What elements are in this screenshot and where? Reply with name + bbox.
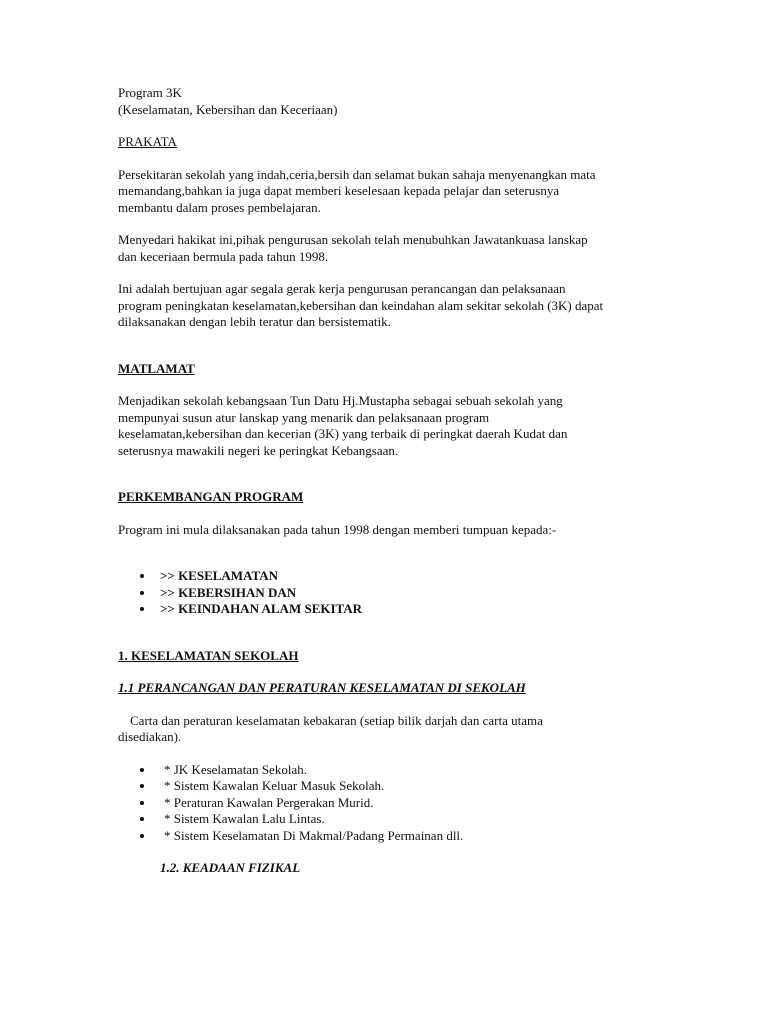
text-line: Carta dan peraturan keselamatan kebakaran (setiap bilik darjah dan carta utama — [130, 712, 543, 728]
text-line: Menjadikan sekolah kebangsaan Tun Datu Hj.Mustapha sebagai sebuah sekolah yang — [118, 393, 563, 408]
bullet-icon — [140, 784, 144, 788]
text-line: membantu dalam proses pembelajaran. — [118, 199, 321, 215]
text-line: dan keceriaan bermula pada tahun 1998. — [118, 248, 329, 264]
list-item-text: * Peraturan Kawalan Pergerakan Murid. — [164, 794, 374, 810]
bullet-icon — [140, 607, 144, 611]
document-page — [118, 85, 648, 877]
bullet-icon — [140, 817, 144, 821]
list-item — [118, 828, 648, 845]
focus-list — [118, 568, 648, 618]
carta-paragraph — [118, 713, 648, 746]
list-item-text: * JK Keselamatan Sekolah. — [164, 761, 307, 777]
text-line: Ini adalah bertujuan agar segala gerak kerja pengurusan perancangan dan pelaksanaan — [118, 281, 566, 296]
text-line: disediakan). — [118, 729, 182, 744]
text-line: mempunyai susun atur lanskap yang menarik dan pelaksanaan program — [118, 409, 490, 425]
perkembangan-heading: PERKEMBANGAN PROGRAM — [118, 489, 304, 504]
section-1-2-heading: 1.2. KEADAAN FIZIKAL — [160, 860, 301, 875]
list-item — [118, 601, 648, 618]
perkembangan-text: Program ini mula dilaksanakan pada tahun 1998 dengan memberi tumpuan kepada:- — [118, 521, 557, 537]
matlamat-heading: MATLAMAT — [118, 360, 195, 376]
list-item — [118, 778, 648, 795]
list-item — [118, 811, 648, 828]
text-line: program peningkatan keselamatan,kebersihan dan keindahan alam sekitar sekolah (3K) dapat — [118, 297, 604, 313]
prakata-paragraph-1 — [118, 167, 648, 217]
bullet-icon — [140, 574, 144, 578]
text-line: keselamatan,kebersihan dan kecerian (3K) yang terbaik di peringkat daerah Kudat dan — [118, 426, 568, 441]
bullet-icon — [140, 768, 144, 772]
text-line: dilaksanakan dengan lebih teratur dan bersistematik. — [118, 314, 391, 329]
bullet-icon — [140, 834, 144, 838]
list-item-text: >> KEBERSIHAN DAN — [160, 584, 297, 600]
safety-list — [118, 762, 648, 845]
doc-subtitle: (Keselamatan, Kebersihan dan Keceriaan) — [118, 101, 338, 117]
list-item-text: >> KESELAMATAN — [160, 568, 278, 583]
list-item — [118, 762, 648, 779]
list-item-text: * Sistem Kawalan Keluar Masuk Sekolah. — [164, 778, 385, 793]
text-line: Persekitaran sekolah yang indah,ceria,bersih dan selamat bukan sahaja menyenangkan mata — [118, 166, 596, 182]
bullet-icon — [140, 801, 144, 805]
doc-title: Program 3K — [118, 85, 182, 100]
list-item-text: >> KEINDAHAN ALAM SEKITAR — [160, 601, 363, 616]
list-item — [118, 568, 648, 585]
list-item-text: * Sistem Keselamatan Di Makmal/Padang Permainan dll. — [164, 827, 464, 843]
section-1-1-heading: 1.1 PERANCANGAN DAN PERATURAN KESELAMATAN DI SEKOLAH — [118, 680, 526, 695]
list-item-text: * Sistem Kawalan Lalu Lintas. — [164, 811, 325, 826]
prakata-heading: PRAKATA — [118, 134, 177, 149]
text-line: Menyedari hakikat ini,pihak pengurusan sekolah telah menubuhkan Jawatankuasa lanskap — [118, 232, 588, 247]
list-item — [118, 795, 648, 812]
section-1-heading: 1. KESELAMATAN SEKOLAH — [118, 647, 299, 663]
matlamat-paragraph — [118, 393, 648, 459]
text-line: memandang,bahkan ia juga dapat memberi keselesaan kepada pelajar dan seterusnya — [118, 183, 560, 198]
prakata-paragraph-2 — [118, 232, 648, 265]
bullet-icon — [140, 591, 144, 595]
prakata-paragraph-3 — [118, 281, 648, 331]
list-item — [118, 585, 648, 602]
text-line: seterusnya mawakili negeri ke peringkat Kebangsaan. — [118, 442, 399, 458]
